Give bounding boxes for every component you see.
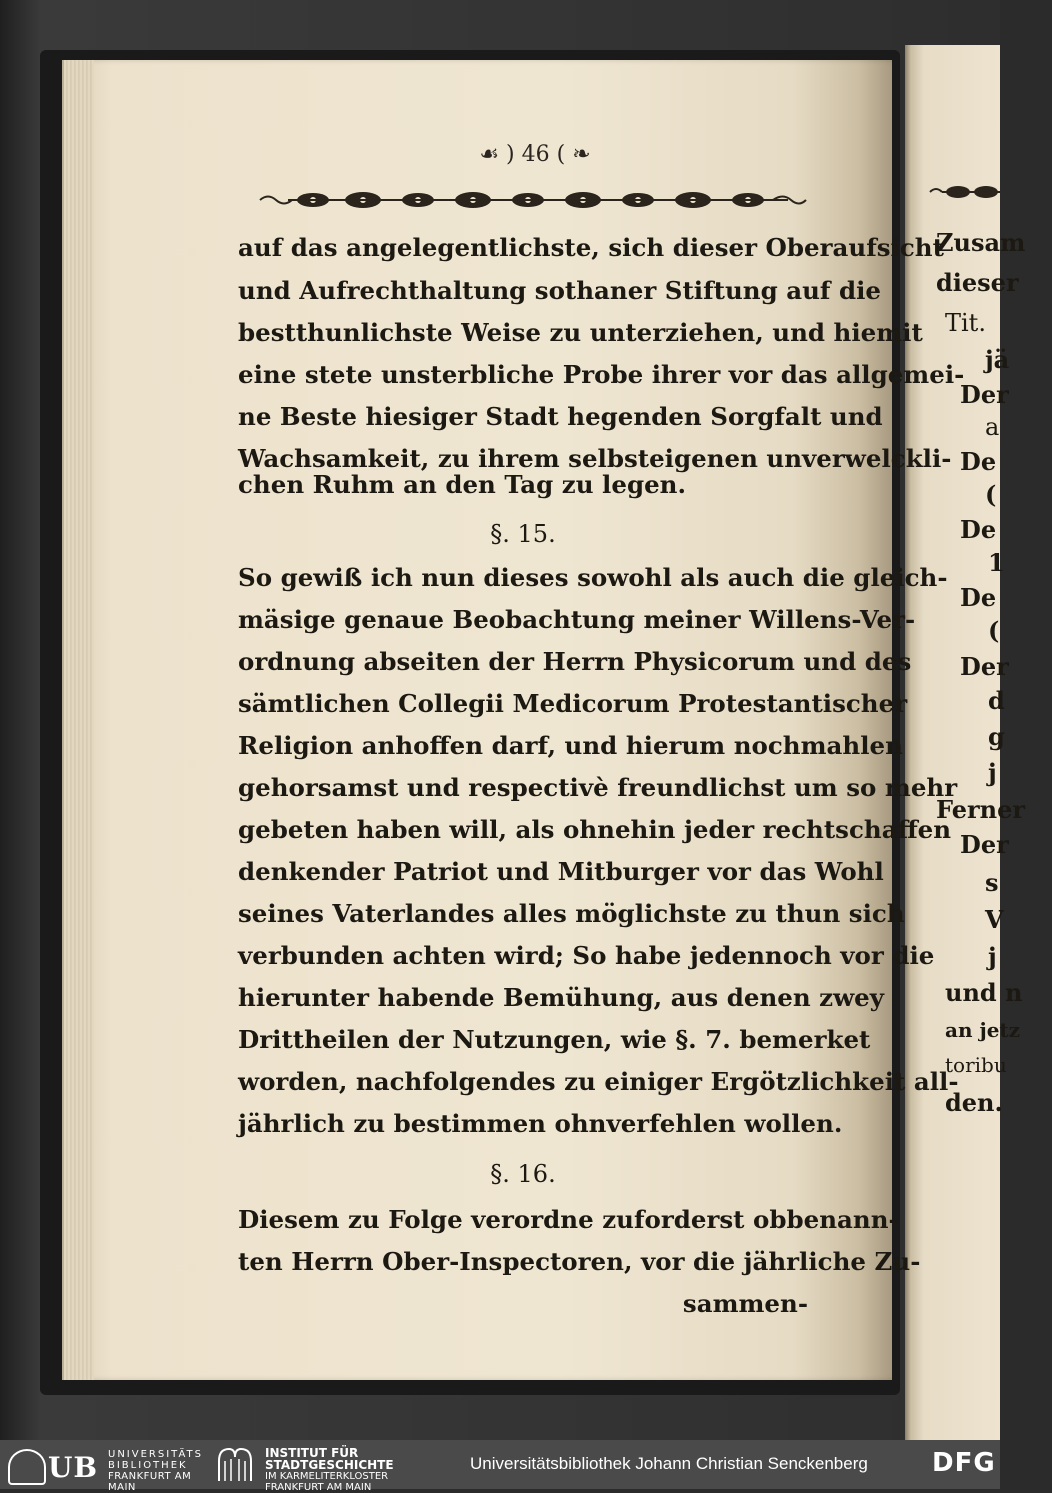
right-page-line: Zusam <box>936 228 1026 257</box>
page-number-value: 46 <box>521 142 550 167</box>
right-page-line: toribu <box>945 1053 1007 1077</box>
catchword: sammen- <box>682 1289 808 1318</box>
right-page-line: De <box>960 515 997 544</box>
text-line: mäsige genaue Beobachtung meiner Willens-Ver- <box>238 605 916 634</box>
text-line: eine stete unsterbliche Probe ihrer vor das allgemei- <box>238 360 965 389</box>
text-line: Drittheilen der Nutzungen, wie §. 7. bemerket <box>238 1025 871 1054</box>
text-line: Religion anhoffen darf, und hierum nochmahlen <box>238 731 903 760</box>
right-page-line: V <box>985 905 1004 934</box>
text-line: seines Vaterlandes alles möglichste zu thun sich <box>238 899 905 928</box>
section-heading-15: §. 15. <box>490 520 556 548</box>
text-line: hierunter habende Bemühung, aus denen zwey <box>238 983 885 1012</box>
text-line: Diesem zu Folge verordne zuforderst obbenann- <box>238 1205 899 1234</box>
right-page-line: dieser <box>936 268 1019 297</box>
text-line: jährlich zu bestimmen ohnverfehlen wollen. <box>238 1109 843 1138</box>
text-line: worden, nachfolgendes zu einiger Ergötzlichkeit all- <box>238 1067 959 1096</box>
ub-line: BIBLIOTHEK <box>108 1460 188 1471</box>
right-page-line: s <box>985 868 999 897</box>
right-page-line: j <box>988 758 997 787</box>
ub-letters: UB <box>48 1451 99 1484</box>
right-page-line: De <box>960 447 997 476</box>
isg-line: STADTGESCHICHTE <box>265 1458 394 1472</box>
footer-bar <box>0 1440 1000 1493</box>
right-page-line: j <box>988 942 997 971</box>
text-line: und Aufrechthaltung sothaner Stiftung auf die <box>238 276 882 305</box>
text-line: chen Ruhm an den Tag zu legen. <box>238 470 687 499</box>
isg-line: FRANKFURT AM MAIN <box>265 1482 372 1493</box>
text-line: auf das angelegentlichste, sich dieser Oberaufsicht <box>238 233 944 262</box>
text-line: gehorsamst und respectivè freundlichst um so mehr <box>238 773 958 802</box>
text-line: ten Herrn Ober-Inspectoren, vor die jährliche Zu- <box>238 1247 921 1276</box>
text-line: ne Beste hiesiger Stadt hegenden Sorgfalt und <box>238 402 883 431</box>
right-page-line: jä <box>985 345 1010 374</box>
right-page-line: De <box>960 583 997 612</box>
right-page-ornament <box>928 180 1000 204</box>
isg-arch-icon <box>215 1447 255 1483</box>
ub-line: UNIVERSITÄTS <box>108 1449 204 1460</box>
text-line: ordnung abseiten der Herrn Physicorum und des <box>238 647 912 676</box>
text-line: sämtlichen Collegii Medicorum Protestantischer <box>238 689 908 718</box>
right-page-line: Der <box>960 380 1009 409</box>
ub-text <box>108 1449 203 1493</box>
section-heading-16: §. 16. <box>490 1160 556 1188</box>
isg-text <box>265 1447 394 1493</box>
text-line: gebeten haben will, als ohnehin jeder rechtschaffen <box>238 815 952 844</box>
page-number <box>470 142 600 172</box>
isg-logo[interactable] <box>215 1445 415 1493</box>
isg-line: INSTITUT FÜR <box>265 1446 359 1460</box>
ornament-band <box>258 185 808 215</box>
text-line: Wachsamkeit, zu ihrem selbsteigenen unverwelckli- <box>238 444 952 473</box>
right-page-line: an jetz <box>945 1018 1021 1042</box>
ub-line: FRANKFURT AM MAIN <box>108 1471 192 1493</box>
right-page-line: 1 <box>988 548 1005 577</box>
right-page-line: Der <box>960 830 1009 859</box>
ub-logo[interactable] <box>8 1445 204 1493</box>
dfg-logo[interactable]: DFG <box>932 1448 996 1478</box>
ub-emblem-icon <box>8 1449 46 1485</box>
text-line: verbunden achten wird; So habe jedennoch vor die <box>238 941 935 970</box>
text-line: denkender Patriot und Mitburger vor das Wohl <box>238 857 884 886</box>
right-page-line: Ferner <box>936 795 1026 824</box>
isg-line: IM KARMELITERKLOSTER <box>265 1471 389 1482</box>
right-page-line: den. <box>945 1088 1003 1117</box>
text-line: So gewiß ich nun dieses sowohl als auch die gleich- <box>238 563 948 592</box>
right-page-line: ( <box>985 480 997 509</box>
right-page-line: und n <box>945 978 1023 1007</box>
right-page-line: d <box>988 686 1005 715</box>
right-page-line: a <box>985 413 1000 441</box>
right-page-line: Tit. <box>945 309 986 337</box>
right-page-line: Der <box>960 652 1009 681</box>
footer-title: Universitätsbibliothek Johann Christian Senckenberg <box>470 1454 868 1473</box>
text-line: bestthunlichste Weise zu unterziehen, und hiemit <box>238 318 923 347</box>
right-page-line: g <box>988 722 1005 751</box>
right-page-line: ( <box>988 616 1000 645</box>
page-number-decor-left: ☙ ) <box>479 142 522 167</box>
page-number-decor-right: ( ❧ <box>549 142 591 167</box>
